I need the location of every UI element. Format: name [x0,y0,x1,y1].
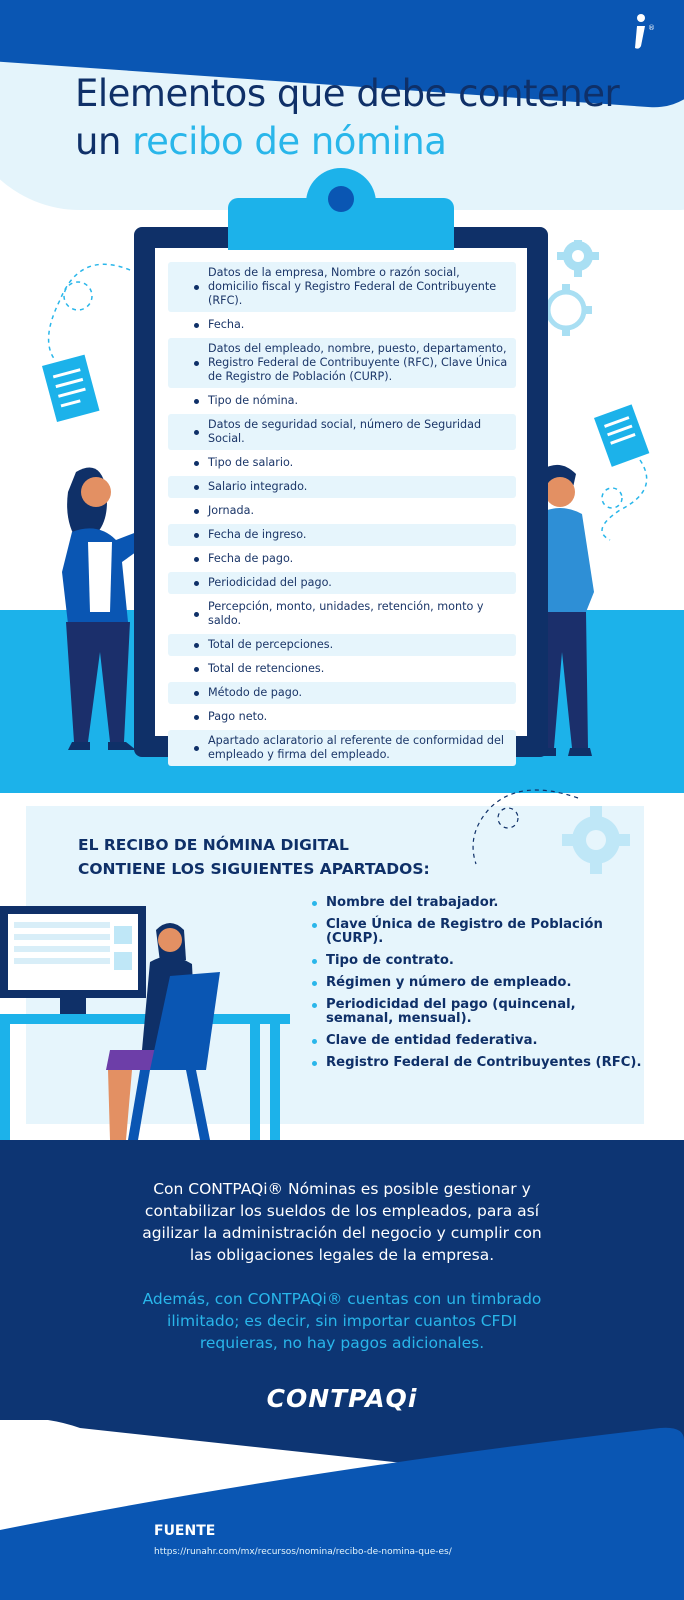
brand-logo-icon [626,12,656,52]
footer-paragraph-highlight: Además, con CONTPAQi® cuentas con un timbrado ilimitado; es decir, sin importar cuantos CFDI requieras, no hay pagos adicionales. [142,1290,542,1352]
list-item: Percepción, monto, unidades, retención, monto y saldo. [168,596,516,632]
list-item: Fecha. [168,314,516,336]
list-item: Tipo de salario. [168,452,516,474]
footer-paragraph-main: Con CONTPAQi® Nóminas es posible gestionar y contabilizar los sueldos de los empleados, para así agilizar la administración del negocio y cumplir con las obligaciones legales de la empresa. [142,1180,542,1264]
list-item: Periodicidad del pago. [168,572,516,594]
list-item: Periodicidad del pago (quincenal, semanal, mensual). [312,998,642,1026]
list-item: Clave de entidad federativa. [312,1034,642,1048]
dashed-line [473,790,578,864]
digital-receipt-title: EL RECIBO DE NÓMINA DIGITAL CONTIENE LOS SIGUIENTES APARTADOS: [78,836,430,878]
woman-at-desk-illustration [0,900,300,1140]
list-item: Apartado aclaratorio al referente de conformidad del empleado y firma del empleado. [168,730,516,766]
list-item: Total de retenciones. [168,658,516,680]
gear-icon [557,240,599,277]
svg-text:®: ® [648,24,655,32]
list-item: Registro Federal de Contribuyentes (RFC). [312,1056,642,1070]
list-item: Jornada. [168,500,516,522]
document-icon [42,355,100,422]
list-item: Fecha de ingreso. [168,524,516,546]
clipboard-clip-hole [328,186,354,212]
list-item: Tipo de contrato. [312,954,642,968]
page-title-line1: Elementos que debe contener [75,72,620,115]
list-item: Salario integrado. [168,476,516,498]
digital-receipt-list [312,896,642,1078]
source-label: FUENTE [154,1523,216,1539]
dashed-loop [64,282,92,310]
document-icon [594,404,649,467]
brand-logo: CONTPAQi [266,1384,418,1413]
list-item: Datos del empleado, nombre, puesto, departamento, Registro Federal de Contribuyente (RFC), Clave Única de Registro de Población (CURP). [168,338,516,388]
page-title [75,70,635,166]
dashed-loop [498,808,518,828]
page-title-prefix: un [75,120,133,163]
list-item: Total de percepciones. [168,634,516,656]
dashed-line [49,264,130,360]
source-link[interactable]: https://runahr.com/mx/recursos/nomina/recibo-de-nomina-que-es/ [154,1547,452,1557]
page-title-highlight: recibo de nómina [132,120,447,163]
list-item: Nombre del trabajador. [312,896,642,910]
list-item: Pago neto. [168,706,516,728]
list-item: Clave Única de Registro de Población (CURP). [312,918,642,946]
list-item: Tipo de nómina. [168,390,516,412]
list-item: Régimen y número de empleado. [312,976,642,990]
page-title-line2 [75,118,635,166]
list-item: Datos de la empresa, Nombre o razón social, domicilio fiscal y Registro Federal de Contribuyente (RFC). [168,262,516,312]
list-item: Datos de seguridad social, número de Seguridad Social. [168,414,516,450]
gear-icon [562,806,630,874]
section2-decorations [460,778,660,898]
list-item: Método de pago. [168,682,516,704]
list-item: Fecha de pago. [168,548,516,570]
receipt-elements-list [168,262,516,768]
footer-wave [0,1420,684,1600]
